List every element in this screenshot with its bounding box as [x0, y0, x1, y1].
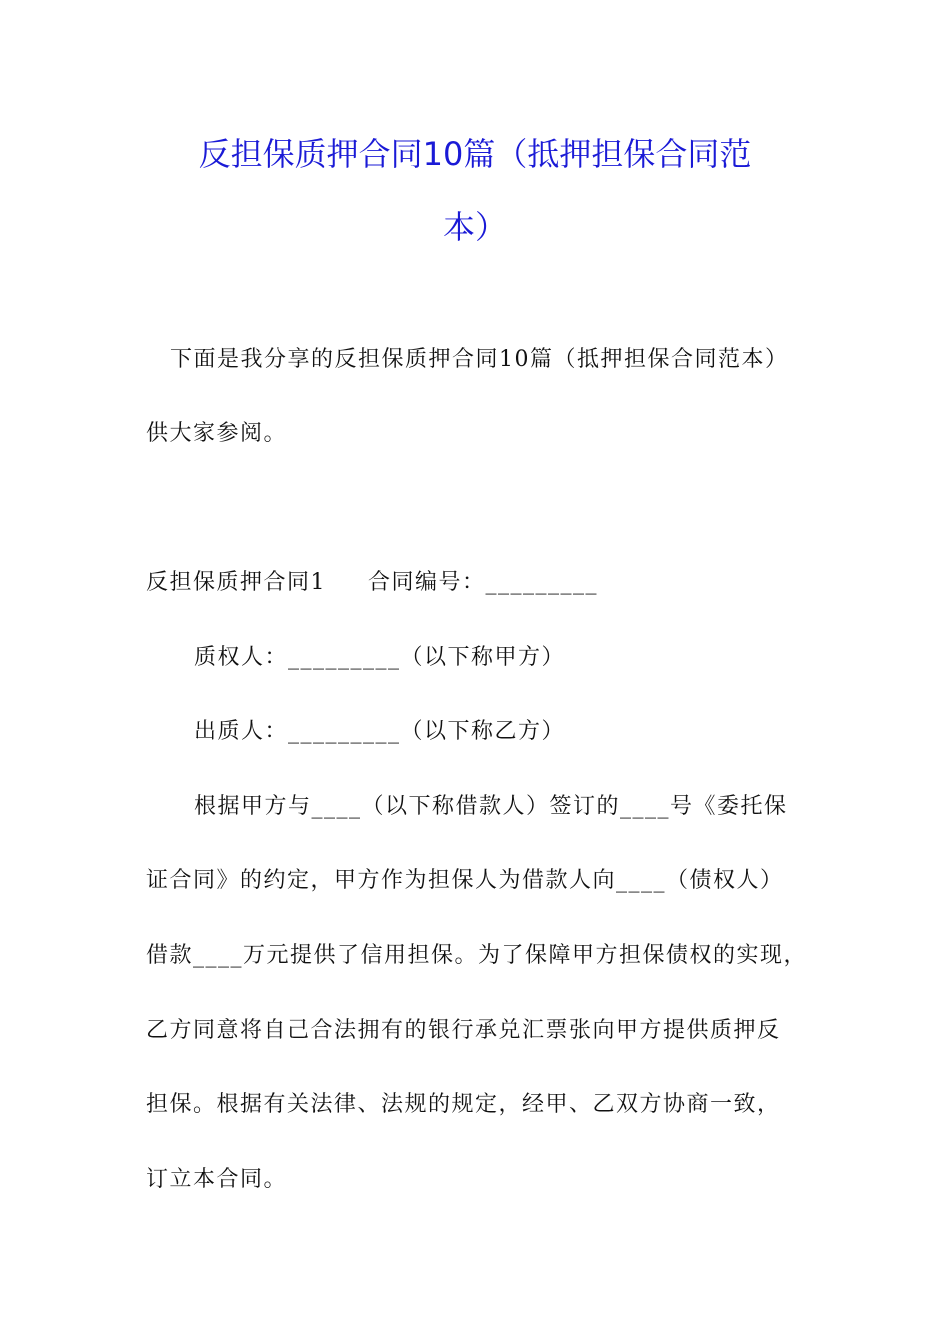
body-line-1: 根据甲方与____（以下称借款人）签订的____号《委托保	[194, 794, 788, 819]
body-line-4: 乙方同意将自己合法拥有的银行承兑汇票张向甲方提供质押反	[146, 1018, 781, 1043]
body-line-6: 订立本合同。	[146, 1167, 288, 1192]
pledgor-line: 出质人：_________（以下称乙方）	[194, 719, 566, 744]
contract-heading: 反担保质押合同1	[146, 570, 326, 595]
body-line-2: 证合同》的约定，甲方作为担保人为借款人向____（债权人）	[146, 868, 784, 893]
body-line-3: 借款____万元提供了信用担保。为了保障甲方担保债权的实现，	[146, 943, 808, 968]
intro-line-1: 下面是我分享的反担保质押合同10篇（抵押担保合同范本）	[170, 347, 789, 372]
body-line-5: 担保。根据有关法律、法规的规定，经甲、乙双方协商一致，	[146, 1092, 781, 1117]
contract-heading-row	[146, 568, 598, 598]
document-title-line-2: 本）	[442, 208, 507, 246]
contract-number: 合同编号：_________	[368, 570, 599, 595]
pledgee-line: 质权人：_________（以下称甲方）	[194, 645, 566, 670]
intro-line-2: 供大家参阅。	[146, 421, 288, 446]
document-title-line-1: 反担保质押合同10篇（抵押担保合同范	[198, 135, 752, 173]
